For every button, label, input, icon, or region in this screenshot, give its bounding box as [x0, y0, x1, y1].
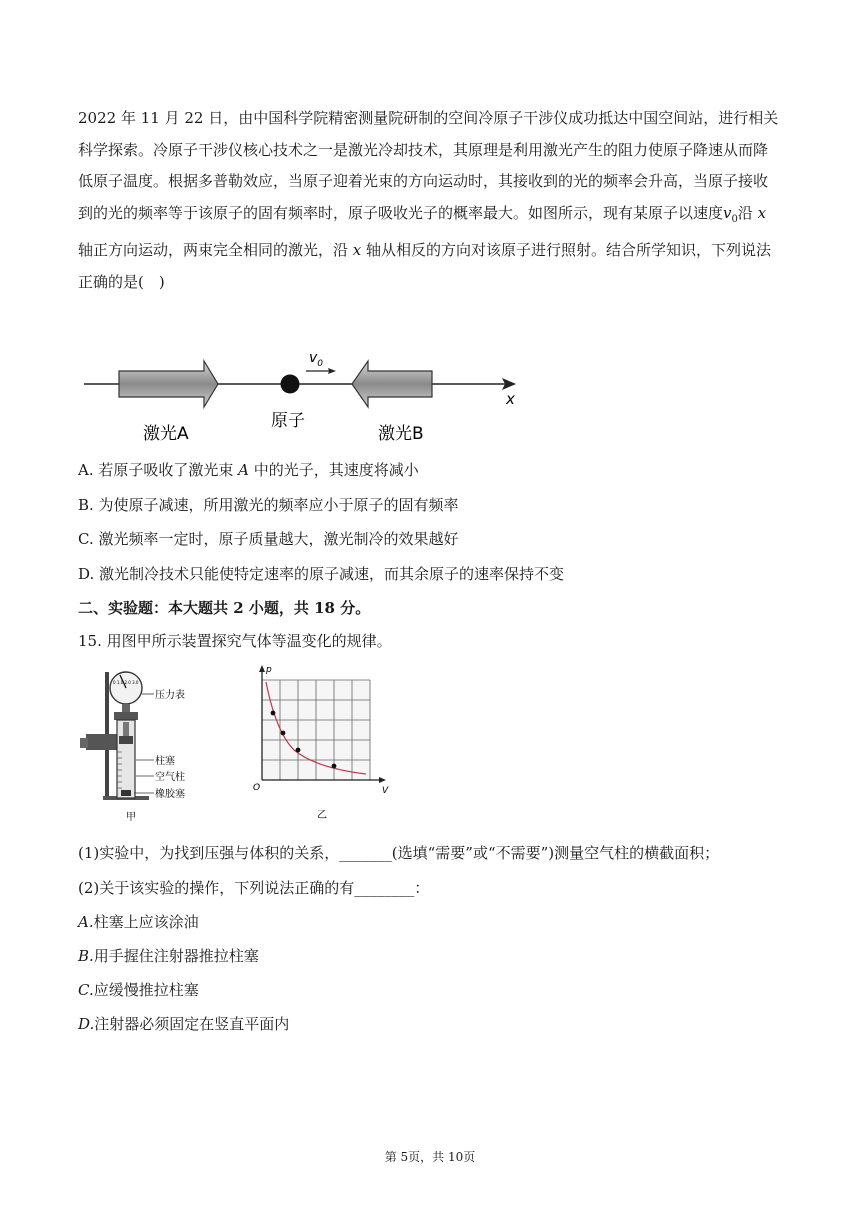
data-point: [332, 764, 337, 769]
q15-option-d: D.注射器必须固定在竖直平面内: [78, 1015, 290, 1033]
question-15-part-1: (1)实验中，为找到压强与体积的关系，_______(选填“需要”或“不需要”)测量空气柱的横截面积；: [78, 844, 720, 862]
x-axis-label: x: [506, 390, 515, 408]
data-point: [281, 731, 286, 736]
option-b: B. 为使原子减速，所用激光的频率应小于原子的固有频率: [78, 496, 459, 514]
air-column-label: 空气柱: [155, 772, 185, 783]
origin-label: O: [253, 783, 261, 793]
plunger-label: 柱塞: [155, 756, 175, 767]
option-a: A. 若原子吸收了激光束 A 中的光子，其速度将减小: [78, 461, 419, 479]
rubber-stopper: [121, 790, 131, 796]
option-d: D. 激光制冷技术只能使特定速率的原子减速，而其余原子的速率保持不变: [78, 565, 565, 583]
rubber-stopper-label: 橡胶塞: [155, 789, 185, 800]
plunger: [119, 736, 133, 744]
section-heading: 二、实验题：本大题共 2 小题，共 18 分。: [78, 599, 371, 617]
velocity-arrowhead: [328, 368, 336, 374]
question-15-stem: 15. 用图甲所示装置探究气体等温变化的规律。: [78, 632, 392, 650]
q15-option-a: A.柱塞上应该涂油: [78, 913, 199, 931]
option-c: C. 激光频率一定时，原子质量越大，激光制冷的效果越好: [78, 530, 459, 548]
q15-option-c: C.应缓慢推拉柱塞: [78, 981, 199, 999]
laser-a-arrow: [119, 361, 218, 407]
atom-dot: [281, 375, 300, 394]
pv-graph-yi: [253, 665, 389, 821]
pressure-gauge-label: 压力表: [155, 690, 185, 701]
v0-symbol: v: [723, 203, 732, 222]
v0-subscript: 0: [731, 213, 738, 225]
question-15-part-2: (2)关于该实验的操作，下列说法正确的有________：: [78, 879, 430, 897]
caption-jia: 甲: [126, 812, 136, 822]
laser-a-label: 激光A: [143, 424, 189, 444]
svg-text:0 1.0 2.0 3.0: 0 1.0 2.0 3.0: [113, 680, 139, 685]
laser-b-arrow: [352, 361, 432, 407]
v-axis-label: V: [382, 786, 389, 796]
atom-label: 原子: [271, 411, 305, 431]
experiment-figures: [76, 662, 406, 822]
apparatus-figure-jia: [80, 672, 185, 822]
q15-option-b: B.用手握住注射器推拉柱塞: [78, 947, 259, 965]
data-point: [296, 748, 301, 753]
laser-b-label: 激光B: [378, 424, 424, 444]
page-footer: 第 5页，共 10页: [384, 1150, 476, 1164]
question-14-stem: 2022 年 11 月 22 日，由中国科学院精密测量院研制的空间冷原子干涉仪成功抵达中国空间站，进行相关科学探索。冷原子干涉仪核心技术之一是激光冷却技术，其原理是利用激光产生的阻力使原子降速从而降低原子温度。根据多普勒效应，当原子迎着光束的方向运动时，其接收到的光的频率会升高，当原子接收到的光的频率等于该原子的固有频率时，原子吸收光子的概率最大。如图所示，现有某原子以速度$v_0$沿 x 轴正方向运动，两束完全相同的激光，沿 x 轴从相反的方向对该原子进行照射。结合所学知识，下列说法正确的是( ): [78, 109, 779, 291]
laser-cooling-diagram: [80, 344, 520, 448]
p-axis-label: p: [266, 665, 272, 675]
caption-yi: 乙: [317, 810, 327, 821]
data-point: [271, 711, 276, 716]
v0-label: $v_0$: [309, 350, 324, 369]
